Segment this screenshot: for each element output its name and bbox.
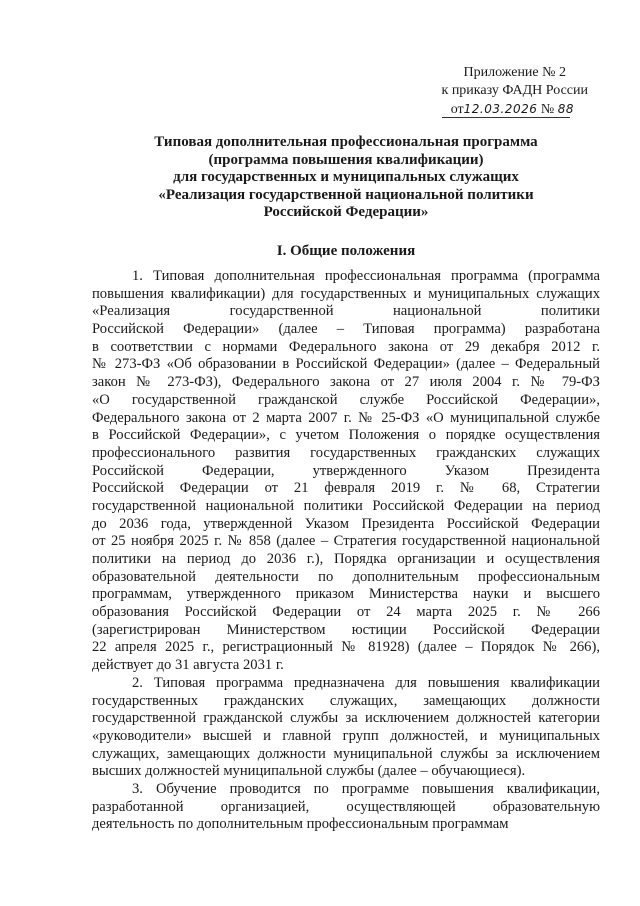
paragraph-line: профессионального развития государственных гражданских служащих [92,444,600,461]
paragraph-line: «руководители» высшей и главной групп должностей, и муниципальных [92,727,600,744]
body-text [92,268,600,834]
paragraph-line: 2. Типовая программа предназначена для повышения квалификации [132,674,600,691]
handwritten-number: 88 [557,102,574,116]
date-underline [442,117,570,118]
paragraph-line: (зарегистрирован Министерством юстиции Российской Федерации [92,621,600,638]
paragraph-line: 1. Типовая дополнительная профессиональная программа (программа [132,268,600,284]
order-date-line [380,100,610,119]
paragraph-line: Российской Федерации от 21 февраля 2019 г. № 68, Стратегии [92,480,600,497]
paragraph-line: образовательной деятельности по дополнительным профессиональным [92,568,600,585]
paragraph-line: образования Российской Федерации от 24 марта 2025 г. № 266 [92,604,600,621]
paragraph-line: «О государственной гражданской службе Российской Федерации», [92,391,600,408]
paragraph-line: в соответствии с нормами Федерального закона от 29 декабря 2012 г. [92,338,600,355]
title-line: Российской Федерации» [263,204,429,220]
paragraph-1 [92,268,600,675]
title-line: Типовая дополнительная профессиональная программа [154,134,538,150]
paragraph-line: действует до 31 августа 2031 г. [92,657,284,674]
paragraph-3 [92,781,600,834]
title-line: «Реализация государственной национальной политики [158,186,534,203]
paragraph-line: в Российской Федерации», с учетом Положения о порядке осуществления [92,427,600,444]
paragraph-line: Российской Федерации, утвержденного Указом Президента [92,462,600,479]
paragraph-line: разработанной организацией, осуществляющей образовательную [92,798,600,815]
paragraph-line: деятельность по дополнительным профессиональным программам [92,816,509,833]
order-reference: к приказу ФАДН России [441,83,588,98]
paragraph-line: государственных гражданских служащих, замещающих должности [92,692,600,709]
paragraph-line: повышения квалификации) для государственных и муниципальных служащих [92,285,600,302]
paragraph-line: до 2036 года, утвержденной Указом Президента Российской Федерации [92,515,600,532]
paragraph-line: закон № 273-ФЗ), Федерального закона от 27 июля 2004 г. № 79-ФЗ [92,374,600,391]
paragraph-line: политики на период до 2036 г.), Порядка организации и осуществления [92,551,600,567]
paragraph-line: государственной национальной политики Российской Федерации на период [92,497,600,514]
paragraph-line: № 273-ФЗ «Об образовании в Российской Федерации» (далее – Федеральный [92,356,600,373]
title-line: для государственных и муниципальных служащих [173,169,519,185]
paragraph-line: 3. Обучение проводится по программе повышения квалификации, [132,780,600,797]
paragraph-line: государственной гражданской службы за исключением должностей категории [92,710,600,727]
handwritten-date: 12.03.2026 [463,102,538,116]
paragraph-2 [92,675,600,781]
paragraph-line: Российской Федерации» (далее – Типовая программа) разработана [92,321,600,338]
paragraph-line: от 25 ноября 2025 г. № 858 (далее – Стратегия государственной национальной [92,533,600,550]
paragraph-line: служащих, замещающих должности муниципальной службы за исключением [92,745,600,762]
date-prefix: от [450,102,464,117]
paragraph-line: программам, утвержденного приказом Министерства науки и высшего [92,586,600,603]
paragraph-line: «Реализация государственной национальной политики [92,303,600,320]
section-heading: I. Общие положения [276,243,416,259]
appendix-number: Приложение № 2 [463,65,566,80]
paragraph-line: 22 апреля 2025 г., регистрационный № 81928) (далее – Порядок № 266), [92,639,600,656]
number-sign: № [540,102,555,117]
paragraph-line: Федерального закона от 2 марта 2007 г. № 25-ФЗ «О муниципальной службе [92,409,600,426]
title-line: (программа повышения квалификации) [208,151,484,168]
appendix-header [380,64,610,119]
program-title [92,134,600,222]
paragraph-line: высших должностей муниципальной службы (далее – обучающиеся). [92,763,526,780]
